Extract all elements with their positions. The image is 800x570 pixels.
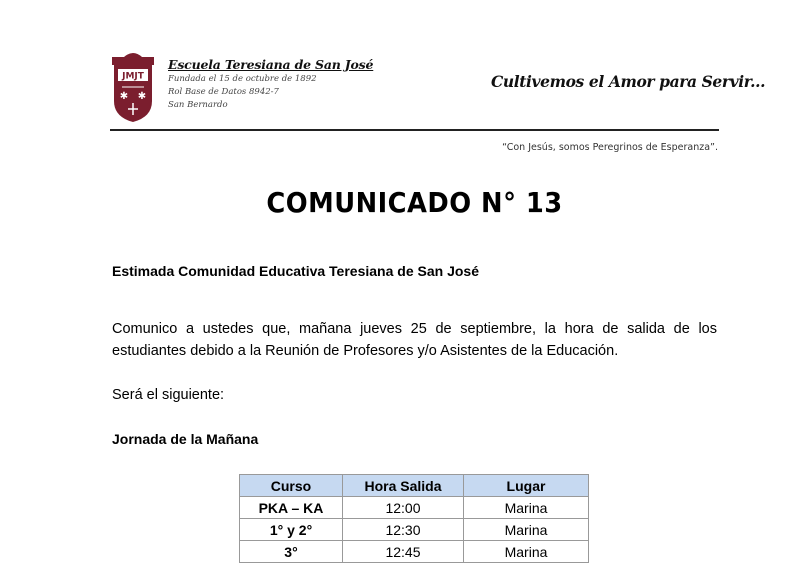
table-row xyxy=(240,497,589,519)
school-location: San Bernardo xyxy=(168,100,228,110)
school-logo xyxy=(110,51,156,123)
table-row xyxy=(240,541,589,563)
table-row xyxy=(240,519,589,541)
table-cell: Marina xyxy=(464,541,589,563)
schedule-table xyxy=(239,474,589,563)
column-header: Curso xyxy=(240,475,343,497)
school-name: Escuela Teresiana de San José xyxy=(168,57,374,72)
table-cell: 12:00 xyxy=(343,497,464,519)
school-rol: Rol Base de Datos 8942-7 xyxy=(168,87,279,97)
table-cell: PKA – KA xyxy=(240,497,343,519)
table-cell: Marina xyxy=(464,519,589,541)
motto: Cultivemos el Amor para Servir... xyxy=(491,72,766,91)
sub-motto: “Con Jesús, somos Peregrinos de Esperanza”. xyxy=(502,142,718,153)
table-cell: 3° xyxy=(240,541,343,563)
svg-text:✱: ✱ xyxy=(137,91,147,102)
table-cell: Marina xyxy=(464,497,589,519)
svg-text:✱: ✱ xyxy=(119,91,129,102)
salutation: Estimada Comunidad Educativa Teresiana de San José xyxy=(112,263,479,279)
intro-line: Será el siguiente: xyxy=(112,387,225,403)
section-heading: Jornada de la Mañana xyxy=(112,431,259,447)
header-divider xyxy=(110,129,719,131)
table-cell: 12:45 xyxy=(343,541,464,563)
logo-lettering: JMJT xyxy=(122,71,144,82)
table-header-row xyxy=(240,475,589,497)
school-founded: Fundada el 15 de octubre de 1892 xyxy=(168,74,317,84)
column-header: Hora Salida xyxy=(343,475,464,497)
column-header: Lugar xyxy=(464,475,589,497)
table-cell: 1° y 2° xyxy=(240,519,343,541)
table-cell: 12:30 xyxy=(343,519,464,541)
body-paragraph: Comunico a ustedes que, mañana jueves 25 de septiembre, la hora de salida de los estudiantes debido a la Reunión de Profesores y/o Asistentes de la Educación. xyxy=(112,321,717,359)
document-title: COMUNICADO N° 13 xyxy=(266,186,563,219)
